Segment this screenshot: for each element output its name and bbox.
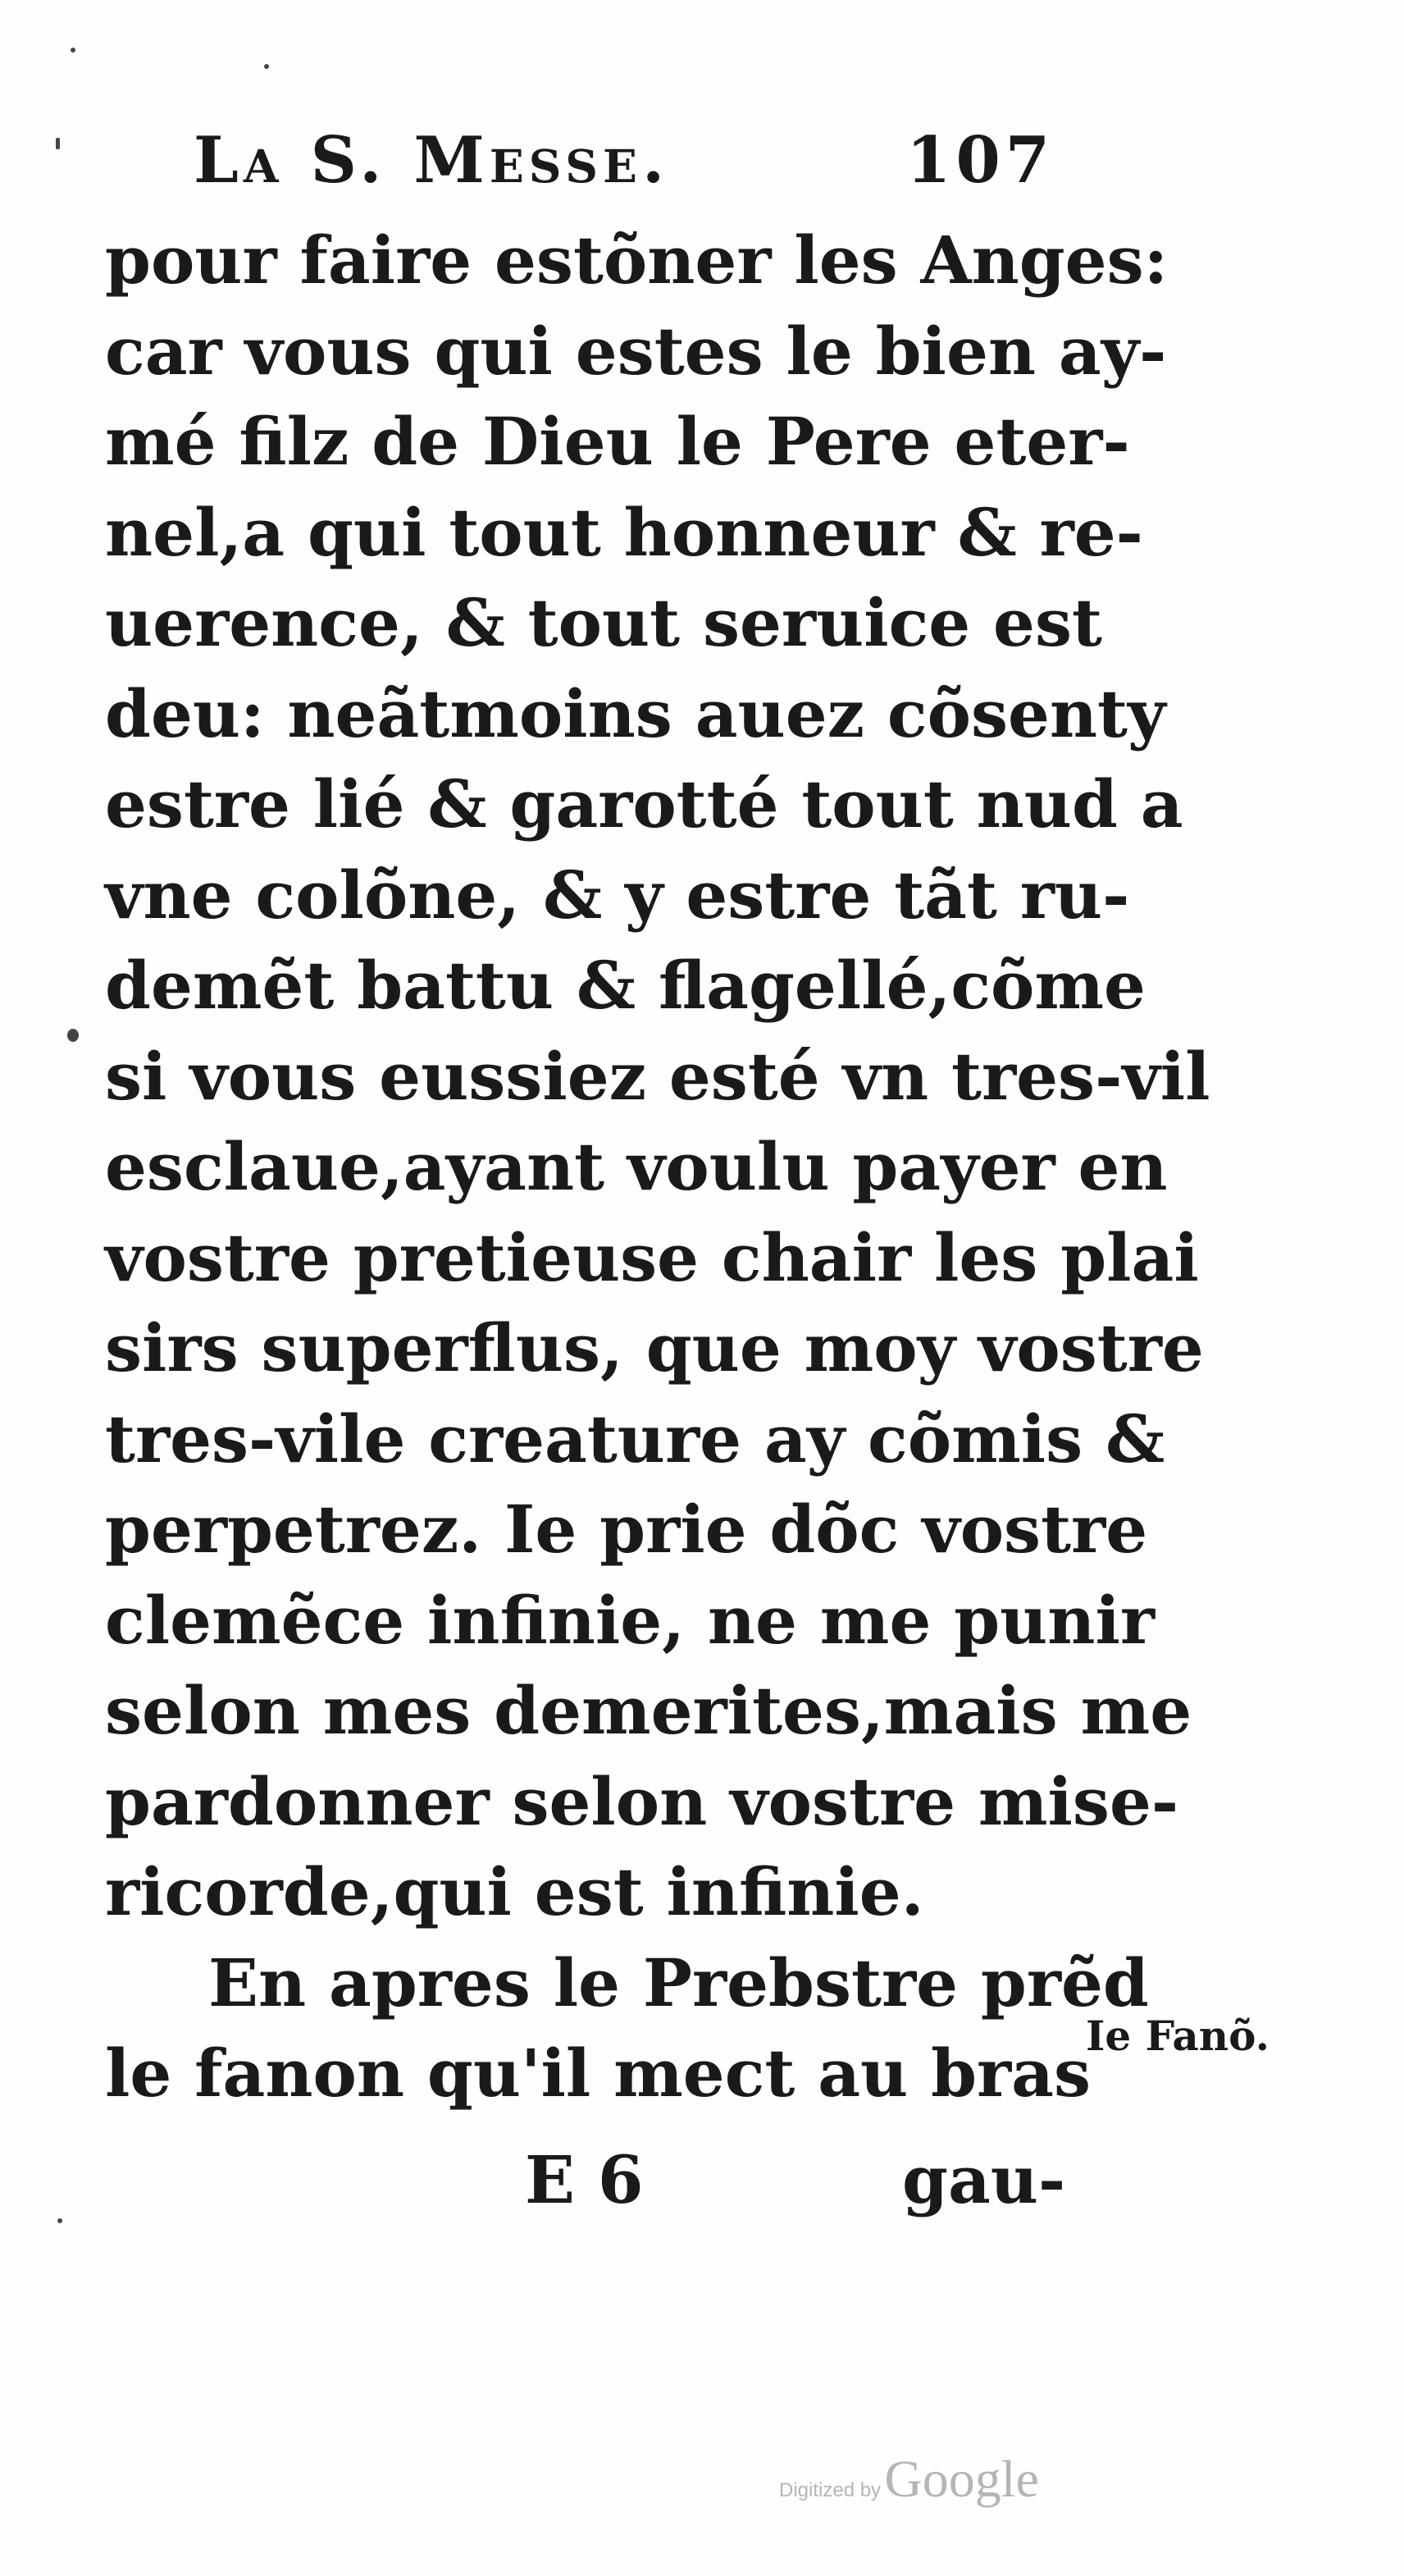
text-line: nel,a qui tout honneur & re- (105, 493, 1143, 571)
ink-speck (264, 64, 269, 69)
text-line: tres-vile creature ay cõmis & (105, 1400, 1165, 1478)
text-line: le fanon qu'il mect au bras (105, 2035, 1092, 2112)
text-line: selon mes demerites,mais me (105, 1672, 1192, 1749)
text-line: pardonner selon vostre mise- (105, 1762, 1179, 1840)
text-line: vne colõne, & y estre tãt ru- (105, 856, 1130, 934)
ink-speck (67, 1029, 79, 1042)
text-line: mé filz de Dieu le Pere eter- (105, 403, 1130, 480)
page-header (194, 123, 1055, 213)
text-line: sirs superflus, que moy vostre (105, 1309, 1204, 1386)
text-line: perpetrez. Ie prie dõc vostre (105, 1491, 1148, 1568)
text-line: si vous eussiez esté vn tres-vil (105, 1037, 1210, 1115)
text-line: demẽt battu & flagellé,cõme (105, 947, 1146, 1024)
running-title: La S. Messe. (194, 123, 670, 198)
text-line: estre lié & garotté tout nud a (105, 765, 1183, 843)
signature-mark: E 6 (525, 2141, 644, 2218)
text-line: clemẽce infinie, ne me punir (105, 1581, 1155, 1659)
text-line: vostre pretieuse chair les plai (105, 1218, 1199, 1296)
digitization-watermark (779, 2449, 1039, 2510)
text-line: pour faire estõner les Anges: (105, 222, 1169, 299)
margin-note: Ie Fanõ. (1086, 2012, 1270, 2060)
catchword: gau- (902, 2141, 1066, 2218)
ink-speck (71, 48, 75, 53)
text-line: ricorde,qui est infinie. (105, 1853, 924, 1930)
page-number: 107 (906, 123, 1055, 198)
text-line: uerence, & tout seruice est (105, 584, 1102, 661)
ink-speck (57, 2218, 62, 2223)
text-line: deu: neãtmoins auez cõsenty (105, 674, 1166, 752)
text-line: En apres le Prebstre prẽd (208, 1943, 1149, 2021)
text-line: car vous qui estes le bien ay- (105, 312, 1167, 390)
google-logo: Google (884, 2450, 1039, 2508)
watermark-prefix: Digitized by (779, 2479, 882, 2501)
text-line: esclaue,ayant voulu payer en (105, 1128, 1168, 1205)
ink-speck (56, 138, 60, 149)
